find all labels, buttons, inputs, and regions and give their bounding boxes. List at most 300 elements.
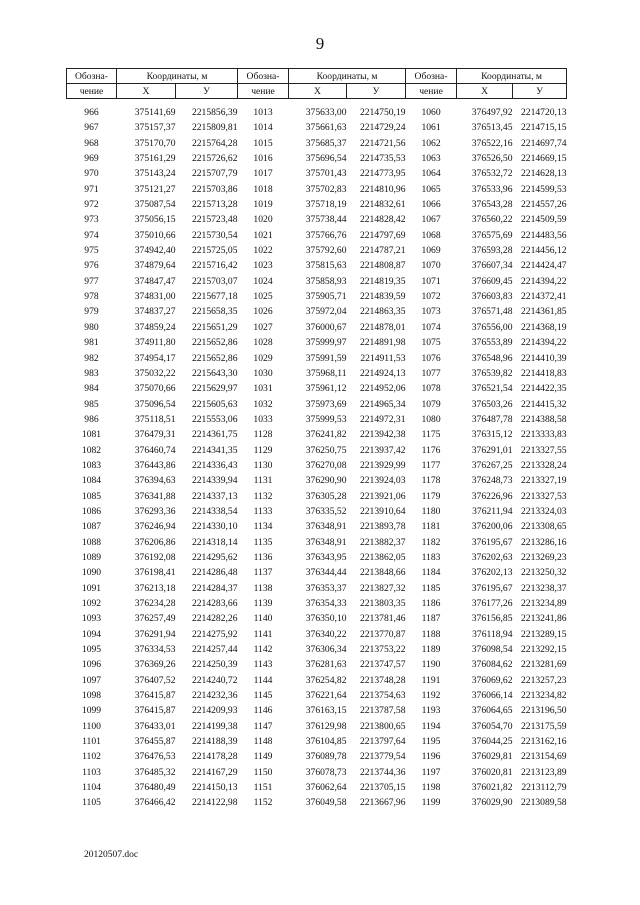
x-coordinate: 374954,17	[134, 352, 176, 364]
point-number: 1138	[253, 582, 273, 594]
y-coordinate: 2213754,63	[359, 690, 406, 702]
y-coordinate: 2214282,26	[191, 613, 238, 625]
point-number: 1066	[421, 199, 441, 211]
x-coordinate: 376020,81	[471, 766, 513, 778]
point-number: 1135	[253, 536, 273, 548]
table-row	[67, 443, 567, 458]
table-row	[67, 120, 567, 135]
x-coordinate: 376192,08	[134, 551, 176, 563]
table-row	[67, 166, 567, 181]
y-coordinate: 2214832,61	[359, 199, 406, 211]
table-row	[67, 397, 567, 412]
x-coordinate: 375999,97	[305, 337, 347, 349]
y-coordinate: 2214810,96	[359, 183, 406, 195]
point-number: 1195	[421, 736, 441, 748]
point-number: 1150	[253, 766, 273, 778]
point-number: 1092	[81, 598, 102, 609]
x-coordinate: 376281,63	[305, 659, 347, 671]
x-coordinate: 376029,90	[471, 797, 513, 809]
x-coordinate: 376202,63	[471, 551, 513, 563]
table-row	[67, 473, 567, 488]
point-number: 1072	[421, 291, 441, 303]
x-coordinate: 376290,90	[305, 475, 347, 487]
x-coordinate: 376021,82	[471, 782, 513, 794]
point-number: 981	[84, 337, 99, 349]
x-coordinate: 376293,36	[134, 505, 176, 517]
x-coordinate: 376062,64	[305, 782, 347, 794]
y-coordinate: 2214819,35	[359, 275, 406, 287]
y-coordinate: 2215726,62	[191, 153, 238, 165]
y-coordinate: 2214199,38	[191, 720, 238, 732]
y-coordinate: 2213921,06	[359, 490, 406, 502]
x-coordinate: 376341,88	[134, 490, 176, 502]
y-coordinate: 2214188,39	[191, 736, 238, 748]
x-coordinate: 376343,95	[305, 551, 347, 563]
y-coordinate: 2215703,86	[191, 183, 238, 195]
y-coordinate: 2214924,13	[359, 367, 406, 379]
x-coordinate: 376257,49	[134, 613, 176, 625]
table-row	[67, 795, 567, 810]
point-number: 1069	[421, 245, 441, 257]
table-row	[67, 427, 567, 442]
x-coordinate: 376603,83	[471, 291, 513, 303]
table-row	[67, 611, 567, 626]
point-number: 1029	[253, 352, 273, 364]
table-row	[67, 381, 567, 396]
point-number: 1017	[253, 168, 273, 180]
y-coordinate: 2213196,50	[520, 705, 567, 717]
y-coordinate: 2214965,34	[359, 398, 406, 410]
y-coordinate: 2213250,32	[520, 567, 567, 579]
point-number: 1101	[82, 736, 101, 748]
x-coordinate: 375701,43	[305, 168, 347, 180]
point-number: 1142	[253, 644, 273, 656]
x-coordinate: 376306,34	[305, 644, 347, 656]
point-number: 1096	[81, 659, 102, 671]
x-coordinate: 376213,18	[134, 582, 176, 594]
x-header: Х	[289, 84, 347, 99]
y-coordinate: 2214878,01	[359, 321, 406, 333]
point-number: 977	[84, 275, 99, 287]
point-number: 1131	[253, 475, 273, 487]
point-number: 1180	[421, 505, 441, 517]
y-coordinate: 2214773,95	[359, 168, 406, 180]
point-number: 980	[84, 321, 99, 333]
y-coordinate: 2215809,81	[191, 122, 238, 134]
y-coordinate: 2213289,15	[520, 628, 567, 640]
y-coordinate: 2215553,06	[191, 413, 238, 425]
point-number: 983	[84, 367, 99, 379]
coordinates-table	[66, 68, 567, 811]
point-number: 1023	[253, 260, 273, 272]
x-coordinate: 375905,71	[305, 291, 347, 303]
y-coordinate: 2213705,15	[359, 782, 406, 794]
y-coordinate: 2214257,44	[191, 644, 238, 656]
y-coordinate: 2213241,86	[520, 613, 567, 625]
x-coordinate: 376532,72	[471, 168, 513, 180]
y-coordinate: 2215605,63	[191, 398, 238, 410]
x-coordinate: 376226,96	[471, 490, 513, 502]
x-coordinate: 376348,91	[305, 521, 347, 533]
y-coordinate: 2215764,28	[191, 137, 238, 149]
y-coordinate: 2214628,13	[520, 168, 567, 180]
point-number: 1197	[421, 766, 441, 778]
y-header: У	[513, 84, 567, 99]
point-number: 1082	[81, 444, 102, 456]
y-coordinate: 2213328,24	[520, 459, 567, 471]
y-coordinate: 2214669,15	[520, 153, 567, 165]
x-coordinate: 376234,28	[134, 598, 176, 609]
table-row	[67, 182, 567, 197]
x-coordinate: 374859,24	[134, 321, 176, 333]
point-number: 1088	[81, 536, 102, 548]
x-coordinate: 376305,28	[305, 490, 347, 502]
x-coordinate: 375738,44	[305, 214, 347, 226]
point-number: 971	[84, 183, 99, 195]
designation-header: Обозна-	[406, 69, 457, 84]
point-number: 1061	[421, 122, 441, 134]
point-number: 1063	[421, 153, 441, 165]
x-coordinate: 376344,44	[305, 567, 347, 579]
y-coordinate: 2214599,53	[520, 183, 567, 195]
point-number: 1021	[253, 229, 273, 241]
x-coordinate: 375070,66	[134, 383, 176, 395]
y-coordinate: 2213112,79	[521, 782, 567, 794]
point-number: 1024	[253, 275, 273, 287]
x-header: Х	[457, 84, 513, 99]
x-coordinate: 376460,74	[134, 444, 176, 456]
x-coordinate: 376069,62	[471, 674, 513, 686]
point-number: 1100	[82, 720, 101, 732]
x-coordinate: 375121,27	[134, 183, 176, 195]
x-coordinate: 376513,45	[471, 122, 513, 134]
x-coordinate: 376415,87	[134, 705, 176, 717]
point-number: 1140	[253, 613, 273, 625]
point-number: 1013	[253, 107, 273, 118]
footer-filename: 20120507.doc	[84, 850, 139, 860]
point-number: 1027	[253, 321, 273, 333]
y-coordinate: 2214339,94	[191, 475, 238, 487]
y-coordinate: 2215730,54	[191, 229, 238, 241]
point-number: 986	[84, 413, 99, 425]
x-coordinate: 375792,60	[305, 245, 347, 257]
table-row	[67, 642, 567, 657]
x-coordinate: 376221,64	[305, 690, 347, 702]
y-header: У	[176, 84, 238, 99]
point-number: 1079	[421, 398, 441, 410]
point-number: 1178	[421, 475, 441, 487]
point-number: 975	[84, 245, 99, 257]
coords-header: Координаты, м	[457, 69, 567, 84]
point-number: 982	[84, 352, 99, 364]
x-coordinate: 376485,32	[134, 766, 176, 778]
point-number: 1152	[253, 797, 273, 809]
point-number: 1133	[253, 505, 273, 517]
y-coordinate: 2214808,87	[359, 260, 406, 272]
x-coordinate: 376335,52	[305, 505, 347, 517]
y-coordinate: 2214715,15	[520, 122, 567, 134]
x-coordinate: 375141,69	[134, 107, 176, 118]
x-coordinate: 375143,24	[134, 168, 176, 180]
y-coordinate: 2213797,64	[359, 736, 406, 748]
point-number: 1093	[81, 613, 102, 625]
x-coordinate: 376556,00	[471, 321, 513, 333]
point-number: 1033	[253, 413, 273, 425]
y-coordinate: 2214372,41	[520, 291, 567, 303]
table-header-row-1	[67, 69, 567, 84]
y-coordinate: 2213937,42	[359, 444, 406, 456]
point-number: 1065	[421, 183, 441, 195]
x-coordinate: 376029,81	[471, 751, 513, 763]
x-coordinate: 376198,41	[134, 567, 176, 579]
table-row	[67, 627, 567, 642]
point-number: 969	[84, 153, 99, 165]
y-coordinate: 2213234,89	[520, 598, 567, 609]
x-coordinate: 376250,75	[305, 444, 347, 456]
x-coordinate: 375702,83	[305, 183, 347, 195]
point-number: 1147	[253, 720, 273, 732]
point-number: 1128	[253, 429, 273, 441]
y-coordinate: 2213827,32	[359, 582, 406, 594]
table-header-row-2	[67, 84, 567, 99]
x-coordinate: 375961,12	[305, 383, 347, 395]
x-coordinate: 376334,53	[134, 644, 176, 656]
y-coordinate: 2213787,58	[359, 705, 406, 717]
x-coordinate: 375991,59	[305, 352, 347, 364]
x-coordinate: 376526,50	[471, 153, 513, 165]
x-coordinate: 376443,86	[134, 459, 176, 471]
x-coordinate: 375766,76	[305, 229, 347, 241]
x-coordinate: 376000,67	[305, 321, 347, 333]
point-number: 1132	[253, 490, 273, 502]
x-coordinate: 374879,64	[134, 260, 176, 272]
y-coordinate: 2214341,35	[191, 444, 238, 456]
x-coordinate: 374847,47	[134, 275, 176, 287]
table-row	[67, 212, 567, 227]
point-number: 976	[84, 260, 99, 272]
y-coordinate: 2213324,03	[520, 505, 567, 517]
y-coordinate: 2215652,86	[191, 352, 238, 364]
x-coordinate: 376129,98	[305, 720, 347, 732]
x-coordinate: 375170,70	[134, 137, 176, 149]
x-coordinate: 375718,19	[305, 199, 347, 211]
y-coordinate: 2215652,86	[191, 337, 238, 349]
y-coordinate: 2213327,19	[520, 475, 567, 487]
table-row	[67, 657, 567, 672]
designation-header: Обозна-	[67, 69, 117, 84]
y-coordinate: 2213929,99	[359, 459, 406, 471]
y-coordinate: 2213308,65	[520, 521, 567, 533]
table-row	[67, 719, 567, 734]
y-coordinate: 2213175,59	[520, 720, 567, 732]
x-coordinate: 376480,49	[134, 782, 176, 794]
y-header: У	[347, 84, 406, 99]
x-coordinate: 375118,51	[135, 413, 176, 425]
x-coordinate: 376044,25	[471, 736, 513, 748]
x-coordinate: 375972,04	[305, 306, 347, 318]
point-number: 985	[84, 398, 99, 410]
table-row	[67, 734, 567, 749]
x-coordinate: 375999,53	[305, 413, 347, 425]
point-number: 1080	[421, 413, 441, 425]
y-coordinate: 2213848,66	[359, 567, 406, 579]
point-number: 1105	[82, 797, 101, 809]
point-number: 1136	[253, 551, 273, 563]
x-coordinate: 376177,26	[471, 598, 513, 609]
x-coordinate: 376522,16	[471, 137, 513, 149]
point-number: 974	[84, 229, 99, 241]
y-coordinate: 2215725,05	[191, 245, 238, 257]
table-row	[67, 565, 567, 580]
point-number: 1144	[253, 674, 273, 686]
point-number: 1149	[253, 751, 273, 763]
point-number: 1181	[421, 521, 441, 533]
y-coordinate: 2213942,38	[359, 429, 406, 441]
point-number: 1062	[421, 137, 441, 149]
point-number: 1194	[421, 720, 441, 732]
y-coordinate: 2214122,98	[191, 797, 238, 809]
designation-header: Обозна-	[238, 69, 289, 84]
point-number: 1030	[253, 367, 273, 379]
x-coordinate: 374942,40	[134, 245, 176, 257]
x-coordinate: 376078,73	[305, 766, 347, 778]
y-coordinate: 2213753,22	[359, 644, 406, 656]
point-number: 1078	[421, 383, 441, 395]
point-number: 1139	[253, 598, 273, 609]
x-coordinate: 376104,85	[305, 736, 347, 748]
y-coordinate: 2214286,48	[191, 567, 238, 579]
point-number: 1190	[421, 659, 441, 671]
y-coordinate: 2215856,39	[191, 107, 238, 118]
point-number: 1014	[253, 122, 273, 134]
x-coordinate: 376521,54	[471, 383, 513, 395]
y-coordinate: 2213748,28	[359, 674, 406, 686]
y-coordinate: 2215651,29	[191, 321, 238, 333]
y-coordinate: 2215643,30	[191, 367, 238, 379]
y-coordinate: 2214911,53	[360, 352, 406, 364]
point-number: 1073	[421, 306, 441, 318]
y-coordinate: 2215629,97	[191, 383, 238, 395]
y-coordinate: 2213327,55	[520, 444, 567, 456]
table-row	[67, 366, 567, 381]
y-coordinate: 2213781,46	[359, 613, 406, 625]
point-number: 1137	[253, 567, 273, 579]
point-number: 973	[84, 214, 99, 226]
table-row	[67, 412, 567, 427]
designation-header-cont: чение	[238, 84, 289, 99]
x-coordinate: 376202,13	[471, 567, 513, 579]
point-number: 1129	[253, 444, 273, 456]
point-number: 1032	[253, 398, 273, 410]
y-coordinate: 2214361,75	[191, 429, 238, 441]
point-number: 1067	[421, 214, 441, 226]
y-coordinate: 2214415,32	[520, 398, 567, 410]
y-coordinate: 2214424,47	[520, 260, 567, 272]
x-coordinate: 376246,94	[134, 521, 176, 533]
y-coordinate: 2214394,22	[520, 275, 567, 287]
point-number: 1182	[421, 536, 441, 548]
x-coordinate: 376195,67	[471, 536, 513, 548]
y-coordinate: 2214232,36	[191, 690, 238, 702]
point-number: 1189	[421, 644, 441, 656]
point-number: 1148	[253, 736, 273, 748]
point-number: 1019	[253, 199, 273, 211]
x-coordinate: 376098,54	[471, 644, 513, 656]
x-coordinate: 376350,10	[305, 613, 347, 625]
x-coordinate: 376049,58	[305, 797, 347, 809]
point-number: 1031	[253, 383, 273, 395]
point-number: 1074	[421, 321, 441, 333]
y-coordinate: 2215677,18	[191, 291, 238, 303]
point-number: 1143	[253, 659, 273, 671]
point-number: 966	[84, 107, 99, 118]
y-coordinate: 2214509,59	[520, 214, 567, 226]
point-number: 1016	[253, 153, 273, 165]
y-coordinate: 2214797,69	[359, 229, 406, 241]
y-coordinate: 2214721,56	[359, 137, 406, 149]
point-number: 1018	[253, 183, 273, 195]
y-coordinate: 2215707,79	[191, 168, 238, 180]
point-number: 1094	[81, 628, 102, 640]
x-coordinate: 376503,26	[471, 398, 513, 410]
point-number: 967	[84, 122, 99, 134]
point-number: 1141	[253, 628, 273, 640]
y-coordinate: 2213162,16	[520, 736, 567, 748]
y-coordinate: 2214150,13	[191, 782, 238, 794]
x-coordinate: 376340,22	[305, 628, 347, 640]
y-coordinate: 2213123,89	[520, 766, 567, 778]
y-coordinate: 2214787,21	[359, 245, 406, 257]
coords-header: Координаты, м	[117, 69, 238, 84]
x-coordinate: 375161,29	[134, 153, 176, 165]
x-coordinate: 376455,87	[134, 736, 176, 748]
x-coordinate: 376369,26	[134, 659, 176, 671]
point-number: 1188	[421, 628, 441, 640]
table-row	[67, 550, 567, 565]
table-body	[67, 99, 567, 811]
point-number: 1196	[421, 751, 441, 763]
x-coordinate: 375056,15	[134, 214, 176, 226]
y-coordinate: 2214483,56	[520, 229, 567, 241]
point-number: 1025	[253, 291, 273, 303]
x-coordinate: 375973,69	[305, 398, 347, 410]
y-coordinate: 2213089,58	[520, 797, 567, 809]
x-coordinate: 375858,93	[305, 275, 347, 287]
y-coordinate: 2213893,78	[359, 521, 406, 533]
x-coordinate: 376533,96	[471, 183, 513, 195]
x-coordinate: 376206,86	[134, 536, 176, 548]
table-row	[67, 335, 567, 350]
y-coordinate: 2214418,83	[520, 367, 567, 379]
x-coordinate: 376241,82	[305, 429, 347, 441]
point-number: 1134	[253, 521, 273, 533]
x-coordinate: 376476,53	[134, 751, 176, 763]
x-coordinate: 376553,89	[471, 337, 513, 349]
point-number: 1193	[421, 705, 441, 717]
x-coordinate: 376163,15	[305, 705, 347, 717]
point-number: 1095	[81, 644, 102, 656]
table-row	[67, 596, 567, 611]
table-row	[67, 519, 567, 534]
x-coordinate: 375633,00	[305, 107, 347, 118]
y-coordinate: 2213238,37	[520, 582, 567, 594]
y-coordinate: 2214337,13	[191, 490, 238, 502]
y-coordinate: 2213281,69	[520, 659, 567, 671]
table-row	[67, 351, 567, 366]
y-coordinate: 2213234,82	[520, 690, 567, 702]
table-row	[67, 765, 567, 780]
y-coordinate: 2213910,64	[359, 505, 406, 517]
